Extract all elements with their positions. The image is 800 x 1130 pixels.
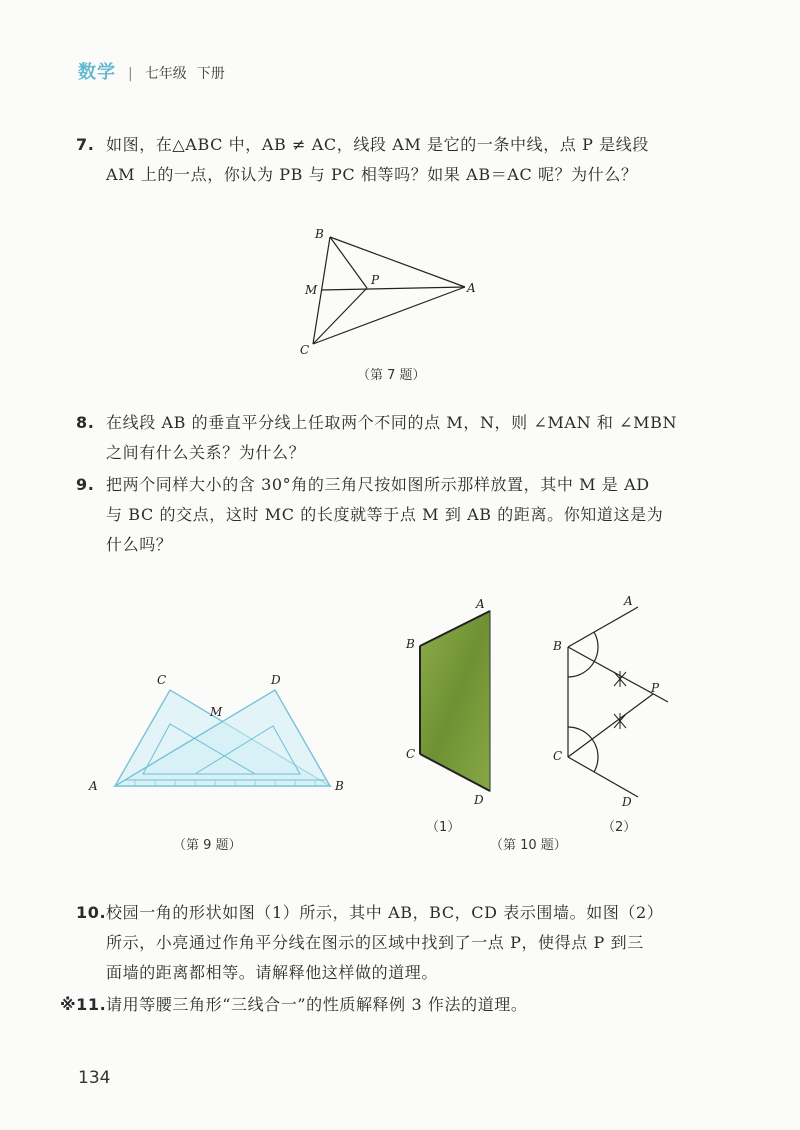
figure-10-2-caption: （2）	[602, 820, 637, 835]
segment-MA	[321, 287, 465, 290]
figure-7-caption: （第 7 题）	[357, 368, 426, 383]
problem-9	[76, 470, 726, 560]
problem-text-line: 所示，小亮通过作角平分线在图示的区域中找到了一点 P，使得点 P 到三	[106, 933, 644, 952]
label-A: A	[624, 594, 633, 608]
volume-label: 下册	[196, 66, 225, 82]
figure-9-diagram	[85, 668, 360, 798]
problem-text-line: 请用等腰三角形“三线合一”的性质解释例 3 作法的道理。	[106, 995, 528, 1014]
label-P: P	[371, 273, 380, 287]
problem-text-line: 如图，在△ABC 中，AB ≠ AC，线段 AM 是它的一条中线，点 P 是线段	[106, 135, 649, 154]
figure-10-caption: （第 10 题）	[490, 838, 567, 853]
label-M: M	[305, 283, 318, 297]
segment-BA	[330, 237, 465, 287]
problem-text-line: AM 上的一点，你认为 PB 与 PC 相等吗？如果 AB＝AC 呢？为什么？	[106, 165, 638, 184]
label-C: C	[553, 749, 563, 763]
problem-text-line: 校园一角的形状如图（1）所示，其中 AB，BC，CD 表示围墙。如图（2）	[106, 903, 664, 922]
problem-number: 9.	[76, 475, 95, 494]
problem-number: ※11.	[60, 995, 107, 1014]
page-number: 134	[78, 1068, 111, 1088]
ray-BA	[568, 607, 638, 647]
label-C: C	[406, 747, 416, 761]
problem-10	[76, 898, 726, 988]
problem-number: 7.	[76, 135, 95, 154]
subject-label: 数学	[78, 62, 116, 83]
figure-10-1-diagram	[400, 596, 500, 808]
label-D: D	[271, 673, 281, 687]
figure-7-diagram	[295, 222, 495, 357]
problem-11	[60, 990, 726, 1020]
label-P: P	[651, 681, 660, 695]
problem-number: 8.	[76, 413, 95, 432]
segment-BP	[330, 237, 367, 288]
grade-label: 七年级	[144, 66, 187, 82]
figure-9-caption: （第 9 题）	[173, 838, 242, 853]
label-B: B	[335, 779, 344, 793]
figure-10-1-caption: （1）	[426, 820, 461, 835]
label-C: C	[300, 343, 310, 357]
segment-CA	[313, 287, 465, 344]
problem-7	[76, 130, 726, 190]
label-D: D	[474, 793, 484, 807]
problem-text-line: 与 BC 的交点，这时 MC 的长度就等于点 M 到 AB 的距离。你知道这是为	[106, 505, 664, 524]
figure-10-2-diagram	[548, 592, 678, 812]
problem-text-line: 面墙的距离都相等。请解释他这样做的道理。	[106, 963, 439, 982]
problem-8	[76, 408, 726, 468]
label-A: A	[476, 597, 485, 611]
problem-number: 10.	[76, 903, 107, 922]
label-A: A	[89, 779, 98, 793]
ray-CD	[568, 757, 638, 797]
header-separator: |	[128, 66, 133, 82]
problem-text-line: 在线段 AB 的垂直平分线上任取两个不同的点 M，N，则 ∠MAN 和 ∠MBN	[106, 413, 678, 432]
label-B: B	[406, 637, 415, 651]
problem-text-line: 之间有什么关系？为什么？	[106, 443, 306, 462]
label-A: A	[467, 281, 476, 295]
grass-area	[420, 611, 490, 791]
label-B: B	[553, 639, 562, 653]
problem-text-line: 把两个同样大小的含 30°角的三角尺按如图所示那样放置，其中 M 是 AD	[106, 475, 650, 494]
problem-text-line: 什么吗？	[106, 535, 173, 554]
page-header	[78, 58, 225, 84]
bisector-C	[568, 694, 653, 757]
label-C: C	[157, 673, 167, 687]
label-M: M	[210, 705, 223, 719]
label-B: B	[315, 227, 324, 241]
label-D: D	[622, 795, 632, 809]
